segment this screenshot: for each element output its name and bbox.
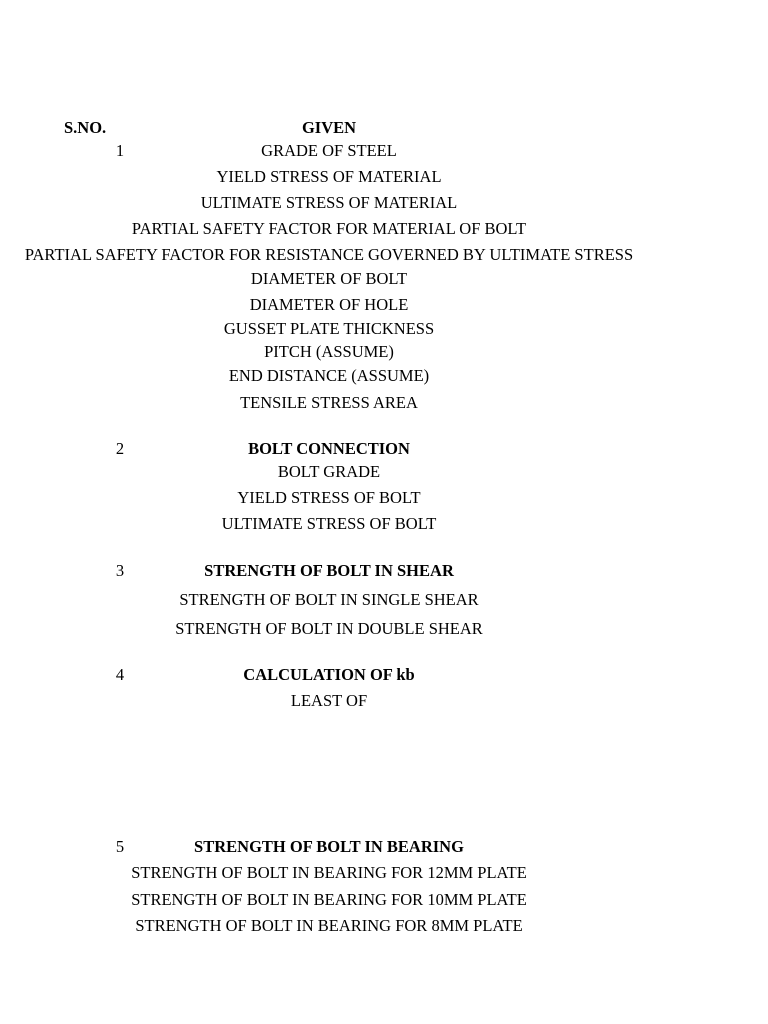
section-4-title-cell — [61, 665, 597, 685]
given-item: GRADE OF STEEL — [261, 141, 397, 160]
cell — [61, 193, 597, 213]
given-item: ULTIMATE STRESS OF MATERIAL — [200, 193, 458, 212]
section-3-number: 3 — [115, 561, 125, 580]
cell — [61, 514, 597, 534]
cell — [61, 488, 597, 508]
section-3-title-cell — [61, 561, 597, 581]
given-item: LEAST OF — [290, 691, 368, 710]
section-5-title-cell — [61, 837, 597, 857]
given-item: YIELD STRESS OF BOLT — [237, 488, 421, 507]
given-item: YIELD STRESS OF MATERIAL — [216, 167, 442, 186]
given-item: TENSILE STRESS AREA — [240, 393, 418, 412]
cell — [61, 863, 597, 883]
given-item: PARTIAL SAFETY FACTOR FOR MATERIAL OF BOLT — [131, 219, 527, 238]
cell — [61, 219, 597, 239]
given-item: STRENGTH OF BOLT IN SINGLE SHEAR — [179, 590, 479, 609]
given-item: STRENGTH OF BOLT IN BEARING FOR 8MM PLATE — [135, 916, 523, 935]
cell — [61, 319, 597, 339]
section-2-number: 2 — [115, 439, 125, 458]
given-item: ULTIMATE STRESS OF BOLT — [221, 514, 437, 533]
cell — [61, 691, 597, 711]
given-item: STRENGTH OF BOLT IN DOUBLE SHEAR — [175, 619, 483, 638]
cell — [24, 245, 634, 265]
cell — [61, 890, 597, 910]
cell — [61, 269, 597, 289]
given-item: PARTIAL SAFETY FACTOR FOR RESISTANCE GOVERNED BY ULTIMATE STRESS — [24, 245, 634, 264]
cell — [61, 393, 597, 413]
cell — [61, 619, 597, 639]
given-item: GUSSET PLATE THICKNESS — [223, 319, 435, 338]
given-header: GIVEN — [301, 118, 357, 137]
cell — [61, 295, 597, 315]
section-4-title: CALCULATION OF kb — [243, 665, 415, 684]
section-5-number: 5 — [115, 837, 125, 856]
sno-header: S.NO. — [64, 118, 107, 137]
cell — [61, 342, 597, 362]
given-item: STRENGTH OF BOLT IN BEARING FOR 12MM PLATE — [131, 863, 527, 882]
cell — [61, 590, 597, 610]
cell — [61, 366, 597, 386]
given-item: BOLT GRADE — [277, 462, 381, 481]
section-2-title: BOLT CONNECTION — [248, 439, 410, 458]
section-5-title: STRENGTH OF BOLT IN BEARING — [194, 837, 464, 856]
given-item: END DISTANCE (ASSUME) — [228, 366, 430, 385]
cell — [61, 167, 597, 187]
cell — [61, 141, 597, 161]
given-item: DIAMETER OF HOLE — [249, 295, 409, 314]
given-item: DIAMETER OF BOLT — [250, 269, 408, 288]
given-item: STRENGTH OF BOLT IN BEARING FOR 10MM PLATE — [131, 890, 527, 909]
section-1-number: 1 — [115, 141, 125, 160]
given-item: PITCH (ASSUME) — [264, 342, 394, 361]
cell — [61, 916, 597, 936]
section-3-title: STRENGTH OF BOLT IN SHEAR — [204, 561, 454, 580]
cell — [61, 462, 597, 482]
section-4-number: 4 — [115, 665, 125, 684]
given-header-cell — [61, 118, 597, 138]
section-2-title-cell — [61, 439, 597, 459]
